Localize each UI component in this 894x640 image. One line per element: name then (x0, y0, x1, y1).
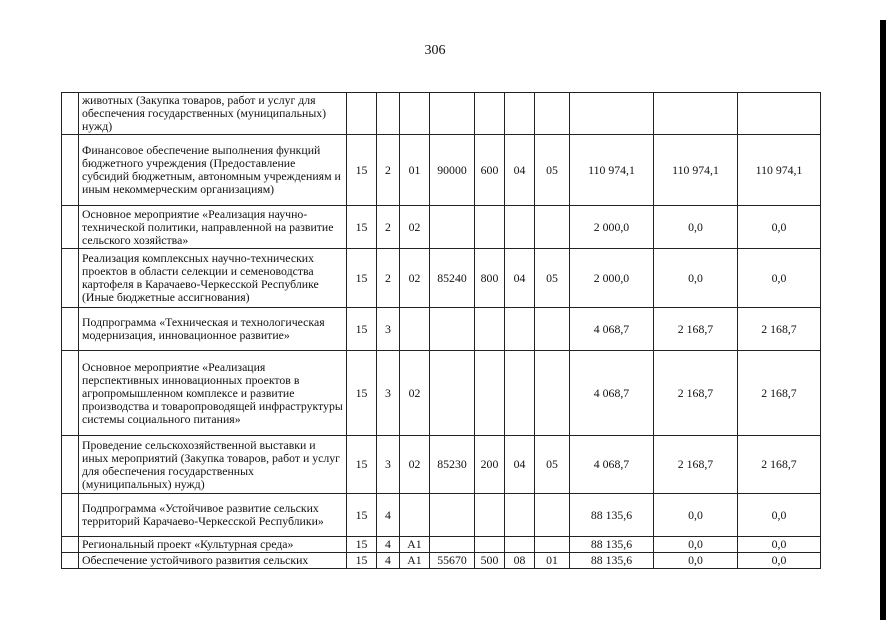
code-cell-c4: 55670 (430, 553, 475, 569)
code-cell-c4 (430, 93, 475, 135)
row-marker-cell (62, 135, 79, 206)
code-cell-c3: А1 (400, 537, 430, 553)
page-edge-shadow (880, 20, 886, 620)
row-name-cell: Основное мероприятие «Реализация перспективных инновационных проектов в агропромышленном комплексе и развитие производства и товаропроводящей инфраструктуры системы социального питания» (79, 351, 347, 436)
code-cell-c1: 15 (347, 553, 377, 569)
amount-cell-v2 (654, 93, 738, 135)
code-cell-c4 (430, 308, 475, 351)
amount-cell-v1: 4 068,7 (570, 308, 654, 351)
amount-cell-v1 (570, 93, 654, 135)
row-name-cell: Проведение сельскохозяйственной выставки и иных мероприятий (Закупка товаров, работ и услуг для обеспечения государственных (муниципальных) нужд) (79, 436, 347, 494)
code-cell-c3: 02 (400, 351, 430, 436)
amount-cell-v3 (738, 93, 821, 135)
code-cell-c1: 15 (347, 206, 377, 249)
code-cell-c4 (430, 537, 475, 553)
row-marker-cell (62, 308, 79, 351)
code-cell-c3: 02 (400, 436, 430, 494)
code-cell-c7 (535, 93, 570, 135)
table-row (62, 135, 821, 206)
row-name-cell: Региональный проект «Культурная среда» (79, 537, 347, 553)
row-name-cell: Подпрограмма «Техническая и технологическая модернизация, инновационное развитие» (79, 308, 347, 351)
code-cell-c5 (475, 308, 505, 351)
code-cell-c5: 200 (475, 436, 505, 494)
code-cell-c2 (377, 93, 400, 135)
code-cell-c1: 15 (347, 351, 377, 436)
amount-cell-v3: 0,0 (738, 249, 821, 308)
code-cell-c6 (505, 206, 535, 249)
amount-cell-v3: 2 168,7 (738, 436, 821, 494)
code-cell-c6: 04 (505, 135, 535, 206)
code-cell-c1: 15 (347, 537, 377, 553)
code-cell-c6: 08 (505, 553, 535, 569)
code-cell-c3: А1 (400, 553, 430, 569)
code-cell-c1: 15 (347, 436, 377, 494)
amount-cell-v1: 88 135,6 (570, 537, 654, 553)
code-cell-c2: 4 (377, 494, 400, 537)
code-cell-c4 (430, 351, 475, 436)
code-cell-c1: 15 (347, 135, 377, 206)
row-marker-cell (62, 553, 79, 569)
code-cell-c4 (430, 494, 475, 537)
code-cell-c4: 85230 (430, 436, 475, 494)
page-number: 306 (424, 43, 446, 58)
table-row (62, 308, 821, 351)
amount-cell-v1: 4 068,7 (570, 351, 654, 436)
amount-cell-v1: 88 135,6 (570, 553, 654, 569)
code-cell-c5: 800 (475, 249, 505, 308)
row-marker-cell (62, 351, 79, 436)
code-cell-c6 (505, 93, 535, 135)
amount-cell-v1: 88 135,6 (570, 494, 654, 537)
code-cell-c6: 04 (505, 436, 535, 494)
amount-cell-v3: 0,0 (738, 553, 821, 569)
code-cell-c6 (505, 351, 535, 436)
code-cell-c5: 500 (475, 553, 505, 569)
row-marker-cell (62, 494, 79, 537)
amount-cell-v1: 2 000,0 (570, 206, 654, 249)
amount-cell-v1: 4 068,7 (570, 436, 654, 494)
code-cell-c2: 2 (377, 206, 400, 249)
code-cell-c7 (535, 537, 570, 553)
code-cell-c1 (347, 93, 377, 135)
row-name-cell: Реализация комплексных научно-технических проектов в области селекции и семеноводства картофеля в Карачаево-Черкесской Республике (Иные бюджетные ассигнования) (79, 249, 347, 308)
amount-cell-v1: 2 000,0 (570, 249, 654, 308)
code-cell-c5 (475, 351, 505, 436)
table-row (62, 553, 821, 569)
table-row (62, 537, 821, 553)
amount-cell-v2: 2 168,7 (654, 436, 738, 494)
amount-cell-v3: 2 168,7 (738, 308, 821, 351)
amount-cell-v3: 2 168,7 (738, 351, 821, 436)
amount-cell-v3: 110 974,1 (738, 135, 821, 206)
code-cell-c5 (475, 537, 505, 553)
row-marker-cell (62, 93, 79, 135)
amount-cell-v2: 0,0 (654, 206, 738, 249)
row-name-cell: животных (Закупка товаров, работ и услуг для обеспечения государственных (муниципальных) нужд) (79, 93, 347, 135)
table-row (62, 494, 821, 537)
code-cell-c3 (400, 93, 430, 135)
code-cell-c2: 4 (377, 553, 400, 569)
code-cell-c5: 600 (475, 135, 505, 206)
row-name-cell: Финансовое обеспечение выполнения функций бюджетного учреждения (Предоставление субсидий бюджетным, автономным учреждениям и иным некоммерческим организациям) (79, 135, 347, 206)
code-cell-c6: 04 (505, 249, 535, 308)
code-cell-c2: 3 (377, 436, 400, 494)
row-name-cell: Основное мероприятие «Реализация научно-технической политики, направленной на развитие сельского хозяйства» (79, 206, 347, 249)
code-cell-c7: 05 (535, 249, 570, 308)
amount-cell-v2: 0,0 (654, 249, 738, 308)
amount-cell-v3: 0,0 (738, 206, 821, 249)
code-cell-c7 (535, 494, 570, 537)
amount-cell-v2: 0,0 (654, 494, 738, 537)
row-name-cell: Подпрограмма «Устойчивое развитие сельских территорий Карачаево-Черкесской Республики» (79, 494, 347, 537)
code-cell-c6 (505, 494, 535, 537)
code-cell-c3: 02 (400, 206, 430, 249)
code-cell-c7 (535, 206, 570, 249)
code-cell-c1: 15 (347, 494, 377, 537)
code-cell-c2: 3 (377, 351, 400, 436)
amount-cell-v1: 110 974,1 (570, 135, 654, 206)
row-marker-cell (62, 436, 79, 494)
code-cell-c2: 3 (377, 308, 400, 351)
table-row (62, 93, 821, 135)
amount-cell-v2: 2 168,7 (654, 308, 738, 351)
code-cell-c2: 4 (377, 537, 400, 553)
amount-cell-v2: 0,0 (654, 553, 738, 569)
code-cell-c5 (475, 93, 505, 135)
budget-table (61, 92, 821, 569)
code-cell-c5 (475, 494, 505, 537)
code-cell-c1: 15 (347, 249, 377, 308)
code-cell-c3: 01 (400, 135, 430, 206)
table-row (62, 351, 821, 436)
code-cell-c2: 2 (377, 249, 400, 308)
table-row (62, 249, 821, 308)
row-name-cell: Обеспечение устойчивого развития сельских (79, 553, 347, 569)
code-cell-c7: 05 (535, 135, 570, 206)
row-marker-cell (62, 206, 79, 249)
row-marker-cell (62, 537, 79, 553)
amount-cell-v2: 2 168,7 (654, 351, 738, 436)
code-cell-c7 (535, 351, 570, 436)
code-cell-c4 (430, 206, 475, 249)
code-cell-c2: 2 (377, 135, 400, 206)
row-marker-cell (62, 249, 79, 308)
code-cell-c6 (505, 308, 535, 351)
code-cell-c4: 90000 (430, 135, 475, 206)
code-cell-c7 (535, 308, 570, 351)
code-cell-c3: 02 (400, 249, 430, 308)
amount-cell-v2: 110 974,1 (654, 135, 738, 206)
code-cell-c4: 85240 (430, 249, 475, 308)
code-cell-c3 (400, 494, 430, 537)
amount-cell-v2: 0,0 (654, 537, 738, 553)
code-cell-c6 (505, 537, 535, 553)
code-cell-c7: 01 (535, 553, 570, 569)
amount-cell-v3: 0,0 (738, 494, 821, 537)
code-cell-c1: 15 (347, 308, 377, 351)
table-row (62, 206, 821, 249)
code-cell-c7: 05 (535, 436, 570, 494)
amount-cell-v3: 0,0 (738, 537, 821, 553)
code-cell-c3 (400, 308, 430, 351)
table-row (62, 436, 821, 494)
code-cell-c5 (475, 206, 505, 249)
